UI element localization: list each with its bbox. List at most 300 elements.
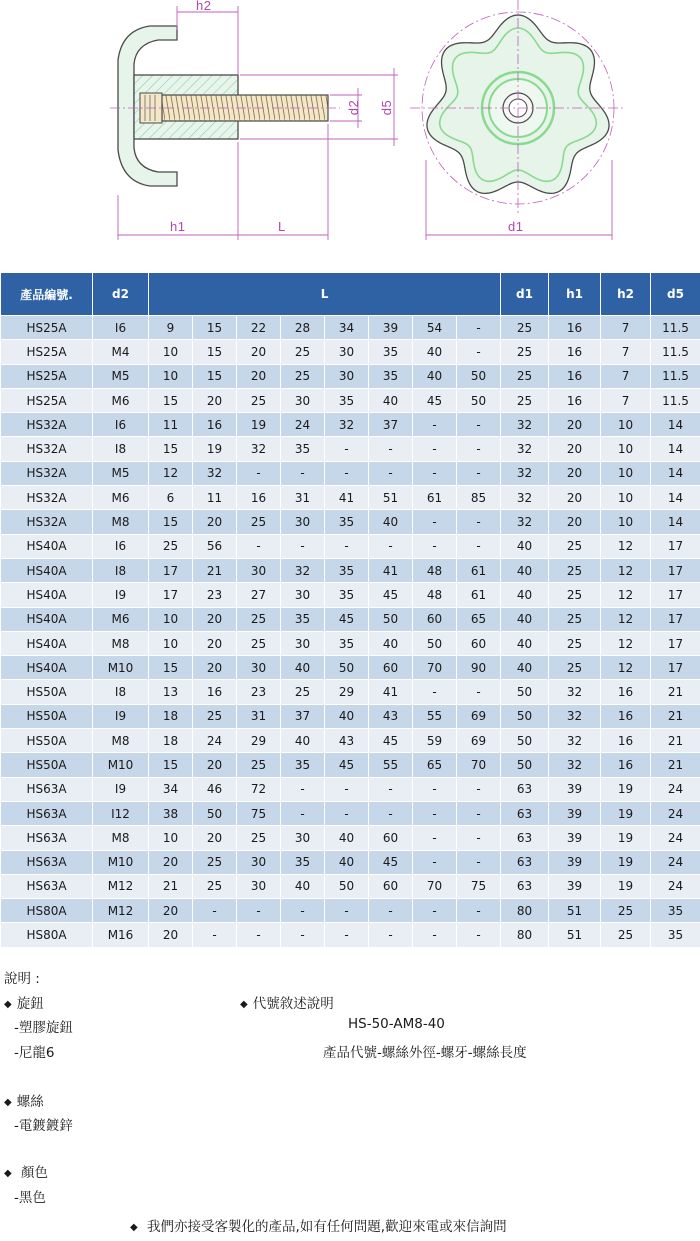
dim-label-h1: h1 — [170, 219, 186, 234]
cell-model: HS40A — [1, 534, 93, 558]
cell-d5: 17 — [651, 631, 700, 655]
cell-length: - — [413, 413, 457, 437]
cell-h2: 10 — [601, 510, 651, 534]
cell-length: 40 — [369, 510, 413, 534]
cell-d5: 11.5 — [651, 364, 700, 388]
cell-length: 60 — [369, 656, 413, 680]
cell-length: 45 — [325, 753, 369, 777]
cell-length: 69 — [457, 704, 501, 728]
cell-length: 40 — [369, 388, 413, 412]
cell-length: 30 — [281, 826, 325, 850]
cell-length: 30 — [237, 558, 281, 582]
cell-length: 50 — [325, 656, 369, 680]
cell-model: HS32A — [1, 510, 93, 534]
cell-h1: 20 — [549, 413, 601, 437]
cell-d5: 21 — [651, 680, 700, 704]
cell-length: 35 — [281, 607, 325, 631]
cell-length: 16 — [193, 413, 237, 437]
cell-length: 35 — [325, 558, 369, 582]
cell-model: HS25A — [1, 364, 93, 388]
cell-d1: 63 — [501, 801, 549, 825]
cell-length: 10 — [149, 826, 193, 850]
cell-d5: 14 — [651, 437, 700, 461]
cell-model: HS63A — [1, 777, 93, 801]
cell-length: 31 — [281, 486, 325, 510]
cell-length: - — [281, 899, 325, 923]
cell-model: HS40A — [1, 656, 93, 680]
cell-d5: 17 — [651, 656, 700, 680]
cell-d2: M6 — [93, 607, 149, 631]
cell-model: HS80A — [1, 923, 93, 947]
cell-h1: 20 — [549, 486, 601, 510]
cell-length: 20 — [193, 656, 237, 680]
cell-length: - — [325, 437, 369, 461]
cell-length: 22 — [237, 316, 281, 340]
table-row — [1, 850, 700, 874]
cell-length: 10 — [149, 340, 193, 364]
cell-h2: 16 — [601, 753, 651, 777]
cell-length: 61 — [457, 558, 501, 582]
header-d2: d2 — [93, 273, 149, 316]
cell-length: 65 — [457, 607, 501, 631]
cell-d2: M8 — [93, 510, 149, 534]
cell-length: 20 — [237, 364, 281, 388]
cell-length: - — [457, 777, 501, 801]
cell-d1: 25 — [501, 316, 549, 340]
cell-d1: 25 — [501, 364, 549, 388]
cell-length: 50 — [457, 388, 501, 412]
cell-h1: 16 — [549, 388, 601, 412]
cell-d5: 21 — [651, 753, 700, 777]
cell-length: 35 — [325, 510, 369, 534]
spec-table — [0, 272, 700, 948]
cell-length: 29 — [237, 729, 281, 753]
cell-model: HS50A — [1, 704, 93, 728]
table-row — [1, 753, 700, 777]
cell-length: 15 — [149, 437, 193, 461]
cell-length: 27 — [237, 583, 281, 607]
cell-d1: 40 — [501, 631, 549, 655]
knob-item-nylon: -尼龍6 — [14, 1045, 55, 1061]
cell-length: 59 — [413, 729, 457, 753]
cell-length: - — [369, 461, 413, 485]
cell-h1: 25 — [549, 607, 601, 631]
cell-d5: 17 — [651, 534, 700, 558]
table-row — [1, 340, 700, 364]
cell-d2: M8 — [93, 729, 149, 753]
cell-length: 35 — [281, 753, 325, 777]
cell-h2: 10 — [601, 413, 651, 437]
cell-length: 35 — [281, 850, 325, 874]
cell-length: - — [325, 461, 369, 485]
cell-d5: 17 — [651, 558, 700, 582]
cell-length: 41 — [369, 680, 413, 704]
cell-length: 65 — [413, 753, 457, 777]
table-row — [1, 899, 700, 923]
cell-model: HS40A — [1, 631, 93, 655]
cell-model: HS40A — [1, 558, 93, 582]
cell-d5: 24 — [651, 850, 700, 874]
cell-h2: 12 — [601, 656, 651, 680]
bullet-icon: ◆ — [4, 1097, 12, 1108]
cell-length: 45 — [413, 388, 457, 412]
cell-d2: I8 — [93, 437, 149, 461]
cell-d5: 24 — [651, 826, 700, 850]
cell-length: 20 — [193, 753, 237, 777]
header-L: L — [149, 273, 501, 316]
cell-d1: 40 — [501, 534, 549, 558]
cell-length: - — [457, 461, 501, 485]
cell-length: 35 — [325, 583, 369, 607]
table-row — [1, 777, 700, 801]
cell-length: - — [413, 777, 457, 801]
cell-length: - — [413, 437, 457, 461]
cell-model: HS32A — [1, 437, 93, 461]
cell-h2: 12 — [601, 607, 651, 631]
screw-heading — [4, 1090, 44, 1110]
cell-length: 41 — [325, 486, 369, 510]
cell-h2: 12 — [601, 583, 651, 607]
cell-length: 40 — [413, 340, 457, 364]
cell-length: 55 — [413, 704, 457, 728]
table-row — [1, 874, 700, 898]
dim-label-L: L — [278, 219, 286, 234]
cell-length: 21 — [149, 874, 193, 898]
bullet-icon: ◆ — [130, 1222, 138, 1233]
code-heading-text: 代號敘述說明 — [252, 996, 334, 1012]
cell-h1: 32 — [549, 704, 601, 728]
cell-length: 70 — [457, 753, 501, 777]
cell-length: - — [325, 923, 369, 947]
cell-length: 11 — [149, 413, 193, 437]
cell-length: 12 — [149, 461, 193, 485]
cell-length: - — [325, 534, 369, 558]
cell-length: - — [325, 801, 369, 825]
cell-length: 11 — [193, 486, 237, 510]
cell-h1: 20 — [549, 437, 601, 461]
cell-d2: M10 — [93, 656, 149, 680]
cell-h1: 20 — [549, 510, 601, 534]
cell-model: HS25A — [1, 340, 93, 364]
cell-model: HS32A — [1, 461, 93, 485]
cell-h2: 16 — [601, 729, 651, 753]
cell-length: 50 — [325, 874, 369, 898]
cell-length: - — [281, 801, 325, 825]
cell-d2: I6 — [93, 534, 149, 558]
cell-length: 30 — [237, 656, 281, 680]
cell-d2: I9 — [93, 777, 149, 801]
cell-length: - — [413, 850, 457, 874]
cell-length: 51 — [369, 486, 413, 510]
cell-length: - — [369, 899, 413, 923]
cell-length: - — [369, 923, 413, 947]
cell-length: 15 — [149, 510, 193, 534]
cell-length: 20 — [193, 388, 237, 412]
cell-model: HS50A — [1, 680, 93, 704]
cell-length: - — [193, 923, 237, 947]
cell-d5: 14 — [651, 461, 700, 485]
cell-h1: 16 — [549, 340, 601, 364]
cell-d1: 63 — [501, 874, 549, 898]
cell-length: 30 — [325, 364, 369, 388]
cell-length: 10 — [149, 364, 193, 388]
cell-length: 45 — [369, 850, 413, 874]
cell-d2: I12 — [93, 801, 149, 825]
cell-length: - — [237, 461, 281, 485]
cell-d2: I9 — [93, 583, 149, 607]
cell-h2: 7 — [601, 364, 651, 388]
cell-length: 20 — [149, 923, 193, 947]
cell-d2: M4 — [93, 340, 149, 364]
cell-length: 21 — [193, 558, 237, 582]
cell-length: 45 — [369, 583, 413, 607]
cell-length: 35 — [369, 340, 413, 364]
cell-length: 17 — [149, 558, 193, 582]
cell-length: 60 — [369, 874, 413, 898]
cell-h1: 39 — [549, 850, 601, 874]
cell-d2: M10 — [93, 753, 149, 777]
cell-length: 45 — [325, 607, 369, 631]
cell-length: 18 — [149, 729, 193, 753]
cell-length: 19 — [193, 437, 237, 461]
cell-length: 56 — [193, 534, 237, 558]
color-heading-text: 顏色 — [21, 1165, 48, 1181]
cell-d5: 24 — [651, 801, 700, 825]
cell-length: 35 — [369, 364, 413, 388]
cell-length: 40 — [325, 704, 369, 728]
cell-length: 15 — [149, 656, 193, 680]
cell-length: 48 — [413, 558, 457, 582]
cell-h1: 39 — [549, 801, 601, 825]
cell-d2: I6 — [93, 413, 149, 437]
knob-heading — [4, 992, 44, 1012]
cell-length: 25 — [237, 631, 281, 655]
cell-model: HS63A — [1, 850, 93, 874]
cell-length: 40 — [413, 364, 457, 388]
table-row — [1, 388, 700, 412]
cell-length: - — [457, 316, 501, 340]
cell-length: 29 — [325, 680, 369, 704]
screw-heading-text: 螺絲 — [16, 1094, 44, 1110]
cell-h1: 32 — [549, 729, 601, 753]
knob-item-plastic: -塑膠旋鈕 — [14, 1020, 73, 1036]
cell-length: 39 — [369, 316, 413, 340]
cell-length: 20 — [193, 510, 237, 534]
cell-h2: 7 — [601, 340, 651, 364]
cell-h2: 16 — [601, 680, 651, 704]
cell-d1: 63 — [501, 850, 549, 874]
cell-length: 50 — [457, 364, 501, 388]
knob-heading-text: 旋鈕 — [16, 996, 44, 1012]
cell-length: 55 — [369, 753, 413, 777]
cell-d5: 24 — [651, 874, 700, 898]
header-h2: h2 — [601, 273, 651, 316]
cell-d5: 17 — [651, 607, 700, 631]
table-row — [1, 316, 700, 340]
cell-length: 10 — [149, 631, 193, 655]
cell-h2: 10 — [601, 461, 651, 485]
cell-h1: 51 — [549, 899, 601, 923]
cell-length: 24 — [193, 729, 237, 753]
cell-length: 40 — [281, 874, 325, 898]
cell-h2: 10 — [601, 486, 651, 510]
header-model: 產品編號. — [1, 273, 93, 316]
cell-length: - — [413, 826, 457, 850]
cell-length: 17 — [149, 583, 193, 607]
cell-length: - — [325, 899, 369, 923]
table-row — [1, 704, 700, 728]
cell-length: 20 — [237, 340, 281, 364]
spec-table-body — [1, 316, 700, 948]
cell-length: 32 — [281, 558, 325, 582]
cell-length: 60 — [413, 607, 457, 631]
cell-d5: 14 — [651, 413, 700, 437]
cell-length: 20 — [149, 850, 193, 874]
table-row — [1, 510, 700, 534]
cell-length: - — [281, 923, 325, 947]
cell-length: 25 — [237, 826, 281, 850]
cell-length: 48 — [413, 583, 457, 607]
cell-length: 25 — [281, 340, 325, 364]
dim-label-d1: d1 — [508, 219, 524, 234]
cell-length: 60 — [457, 631, 501, 655]
cell-h1: 32 — [549, 680, 601, 704]
cell-d1: 40 — [501, 558, 549, 582]
cell-d2: M12 — [93, 899, 149, 923]
knob-top-view — [410, 0, 626, 216]
bullet-icon: ◆ — [240, 999, 248, 1010]
cell-length: 25 — [237, 607, 281, 631]
cell-length: 25 — [237, 510, 281, 534]
cell-d2: M16 — [93, 923, 149, 947]
cell-h2: 19 — [601, 850, 651, 874]
footer-text: 我們亦接受客製化的產品,如有任何問題,歡迎來電或來信詢問 — [147, 1219, 507, 1235]
cell-length: - — [457, 899, 501, 923]
cell-length: 69 — [457, 729, 501, 753]
cell-d5: 35 — [651, 899, 700, 923]
cell-length: - — [457, 510, 501, 534]
cell-d2: M5 — [93, 364, 149, 388]
cell-length: 25 — [281, 364, 325, 388]
dim-label-d2: d2 — [346, 99, 362, 116]
cell-h1: 20 — [549, 461, 601, 485]
cell-length: - — [413, 534, 457, 558]
color-item-black: -黑色 — [14, 1190, 46, 1206]
cell-length: 43 — [325, 729, 369, 753]
cell-length: - — [413, 461, 457, 485]
cell-h1: 39 — [549, 826, 601, 850]
cell-length: 30 — [237, 850, 281, 874]
cell-h2: 19 — [601, 826, 651, 850]
cell-length: 75 — [237, 801, 281, 825]
cell-d2: M6 — [93, 388, 149, 412]
cell-length: 72 — [237, 777, 281, 801]
table-row — [1, 656, 700, 680]
header-h1: h1 — [549, 273, 601, 316]
cell-h2: 12 — [601, 558, 651, 582]
cell-length: 41 — [369, 558, 413, 582]
cell-length: 30 — [281, 388, 325, 412]
cell-h1: 16 — [549, 316, 601, 340]
table-row — [1, 461, 700, 485]
cell-length: 35 — [325, 631, 369, 655]
table-row — [1, 413, 700, 437]
cell-h2: 19 — [601, 777, 651, 801]
cell-d5: 35 — [651, 923, 700, 947]
code-heading — [240, 992, 334, 1012]
cell-d1: 63 — [501, 777, 549, 801]
table-row — [1, 486, 700, 510]
cell-h2: 7 — [601, 388, 651, 412]
screw-item-zinc: -電鍍鍍鋅 — [14, 1118, 73, 1134]
cell-length: - — [413, 899, 457, 923]
table-row — [1, 607, 700, 631]
cell-d2: I8 — [93, 558, 149, 582]
cell-length: 37 — [369, 413, 413, 437]
cell-d5: 17 — [651, 583, 700, 607]
code-explanation: 產品代號-螺絲外徑-螺牙-螺絲長度 — [323, 1045, 527, 1061]
cell-d1: 40 — [501, 607, 549, 631]
cell-length: 25 — [149, 534, 193, 558]
cell-length: 23 — [237, 680, 281, 704]
cell-length: - — [457, 826, 501, 850]
cell-length: 32 — [193, 461, 237, 485]
table-row — [1, 437, 700, 461]
cell-h2: 19 — [601, 874, 651, 898]
cell-length: 23 — [193, 583, 237, 607]
cell-length: 30 — [237, 874, 281, 898]
cell-length: 15 — [149, 388, 193, 412]
cell-h1: 25 — [549, 631, 601, 655]
footer-note — [130, 1215, 507, 1235]
cell-h2: 7 — [601, 316, 651, 340]
cell-length: 19 — [237, 413, 281, 437]
cell-d1: 50 — [501, 704, 549, 728]
technical-drawing — [0, 0, 700, 262]
cell-length: - — [369, 777, 413, 801]
cell-length: 25 — [193, 850, 237, 874]
cell-length: 15 — [193, 316, 237, 340]
cell-d5: 21 — [651, 704, 700, 728]
cell-d1: 32 — [501, 437, 549, 461]
cell-length: - — [457, 340, 501, 364]
cell-length: 54 — [413, 316, 457, 340]
cell-length: 16 — [237, 486, 281, 510]
cell-d1: 50 — [501, 729, 549, 753]
cell-length: 31 — [237, 704, 281, 728]
cell-d2: I8 — [93, 680, 149, 704]
cell-h2: 10 — [601, 437, 651, 461]
cell-d2: M6 — [93, 486, 149, 510]
cell-d1: 50 — [501, 680, 549, 704]
cell-length: 6 — [149, 486, 193, 510]
cell-length: - — [281, 534, 325, 558]
cell-h1: 25 — [549, 534, 601, 558]
cell-length: 15 — [193, 364, 237, 388]
table-row — [1, 583, 700, 607]
cell-length: 10 — [149, 607, 193, 631]
cell-length: 40 — [325, 826, 369, 850]
cell-model: HS50A — [1, 729, 93, 753]
cell-length: 25 — [193, 704, 237, 728]
cell-length: 18 — [149, 704, 193, 728]
header-d1: d1 — [501, 273, 549, 316]
cell-length: 40 — [281, 729, 325, 753]
cell-h2: 19 — [601, 801, 651, 825]
cell-length: - — [457, 437, 501, 461]
notes-title: 說明 : — [4, 971, 40, 987]
cell-length: 35 — [281, 437, 325, 461]
